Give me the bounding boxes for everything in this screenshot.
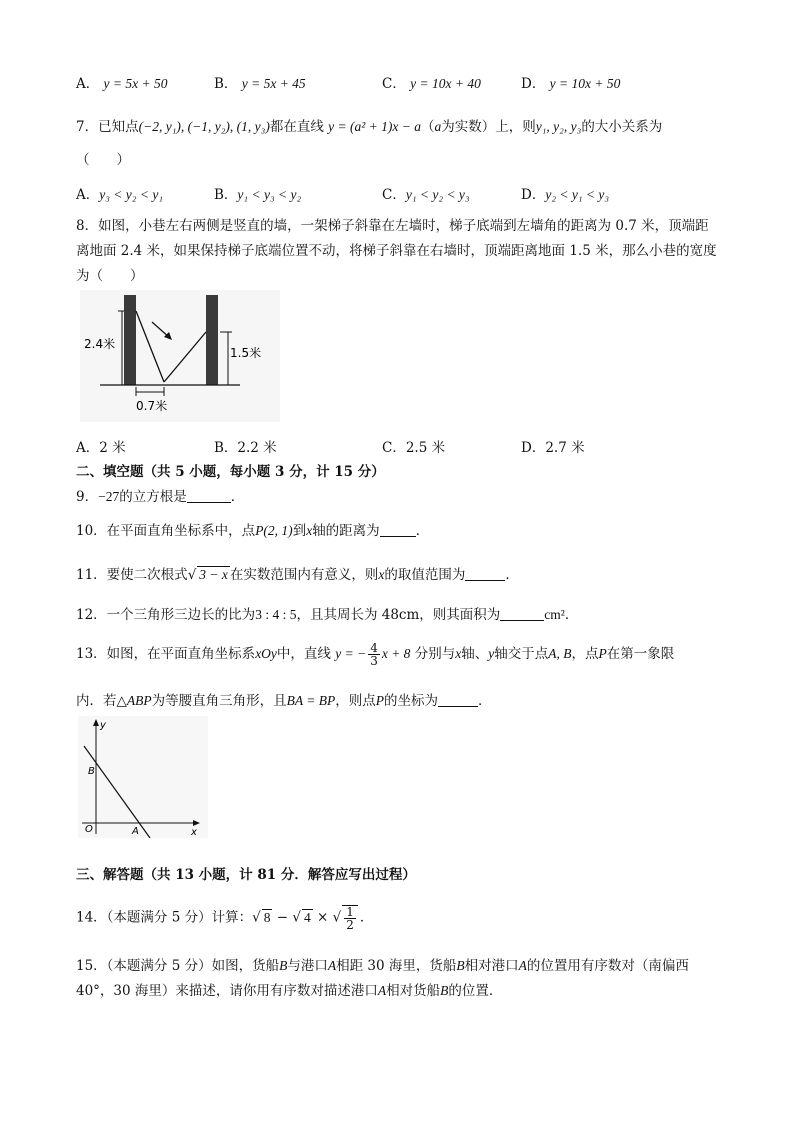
answer-blank — [380, 522, 416, 537]
option-expr: y = 10x + 50 — [549, 76, 621, 91]
q8-option-d: D．2.7 米 — [521, 440, 585, 456]
option-label: C． — [382, 76, 406, 92]
coordinate-figure — [78, 716, 208, 838]
y-label: y — [100, 720, 106, 731]
section-2-heading: 二、填空题（共 5 小题，每小题 3 分，计 15 分） — [76, 464, 385, 480]
q8-stem-line-1: 8．如图，小巷左右两侧是竖直的墙，一架梯子斜靠在左墙时，梯子底端到左墙角的距离为 0.7 米，顶端距 — [76, 218, 709, 234]
option-expr: y = 10x + 40 — [410, 76, 481, 91]
label-left-height: 2.4米 — [84, 337, 116, 351]
origin-label: O — [85, 824, 93, 835]
label-right-height: 1.5米 — [230, 346, 262, 360]
point-b-label: B — [88, 766, 95, 777]
option-expr: y = 5x + 50 — [103, 76, 168, 91]
q7-option-d: D．y₂ < y₁ < y₃ — [521, 187, 610, 203]
q6-option-b — [214, 72, 306, 92]
q7-option-c: C．y₁ < y₂ < y₃ — [382, 187, 470, 203]
answer-blank — [465, 566, 505, 581]
q8-option-c: C．2.5 米 — [382, 440, 446, 456]
q12: 12．一个三角形三边长的比为3 : 4 : 5，且其周长为 48cm，则其面积为 cm²． — [76, 607, 579, 623]
label-bottom-distance: 0.7米 — [136, 399, 168, 413]
q8-option-a: A．2 米 — [76, 440, 126, 456]
q13-line-1: 13．如图，在平面直角坐标系xOy中，直线 y = − $\frac{4}{3}$ x + 8 分别与x轴、y轴交于点A, B，点P在第一象限 — [76, 641, 675, 668]
answer-blank — [438, 692, 478, 707]
option-label: D． — [521, 76, 546, 92]
fraction: $\frac{1}{2}$ — [342, 905, 358, 931]
answer-blank — [187, 488, 231, 503]
q7-option-a: A．y₃ < y₂ < y₁ — [76, 187, 164, 203]
ladder-figure — [80, 290, 280, 422]
fraction: $\frac{4}{3}$ — [370, 641, 378, 668]
radical-sign: √ — [187, 567, 197, 583]
left-wall — [124, 295, 136, 385]
q15-line-1: 15．（本题满分 5 分）如图，货船B与港口A相距 30 海里，货船B相对港口A的位置用有序数对（南偏西 — [76, 958, 689, 974]
q7-stem: 7．已知点(−2, y₁), (−1, y₂), (1, y₃)都在直线 y = (a² + 1)x − a（a为实数）上，则y₁, y₂, y₃的大小关系为 — [76, 119, 663, 135]
q7-answer-paren: （ ） — [76, 152, 130, 168]
option-label: B． — [214, 76, 238, 92]
figure-background — [78, 716, 208, 838]
option-label: A． — [76, 76, 100, 92]
q15-line-2: 40°，30 海里）来描述，请你用有序数对描述港口A相对货船B的位置． — [76, 983, 503, 999]
answer-blank — [500, 606, 544, 621]
section-3-heading: 三、解答题（共 13 小题，计 81 分．解答应写出过程） — [76, 867, 416, 883]
q6-option-d — [521, 72, 620, 92]
right-wall — [206, 295, 218, 385]
q6-option-c — [382, 72, 481, 92]
q6-option-a — [76, 72, 168, 92]
q8-option-b: B．2.2 米 — [214, 440, 277, 456]
q11: 11．要使二次根式√ 3 − x 在实数范围内有意义，则x的取值范围为 ． — [76, 567, 519, 583]
q13-line-2: 内．若△ABP为等腰直角三角形，且BA = BP，则点P的坐标为 ． — [76, 693, 492, 709]
q14: 14．（本题满分 5 分）计算：√ 8 − √ 4 × √ $\frac{1}{2}$ ． — [76, 905, 374, 932]
x-label: x — [191, 827, 197, 838]
q7-option-b: B．y₁ < y₃ < y₂ — [214, 187, 302, 203]
q8-stem-line-3: 为（ ） — [76, 268, 144, 284]
point-a-label: A — [132, 826, 139, 837]
q8-stem-line-2: 离地面 2.4 米，如果保持梯子底端位置不动，将梯子斜靠在右墙时，顶端距离地面 1.5 米，那么小巷的宽度 — [76, 243, 717, 259]
q10: 10．在平面直角坐标系中，点P(2, 1)到x轴的距离为 ． — [76, 523, 430, 539]
option-expr: y = 5x + 45 — [241, 76, 306, 91]
q9: 9．−27的立方根是 ． — [76, 489, 245, 505]
